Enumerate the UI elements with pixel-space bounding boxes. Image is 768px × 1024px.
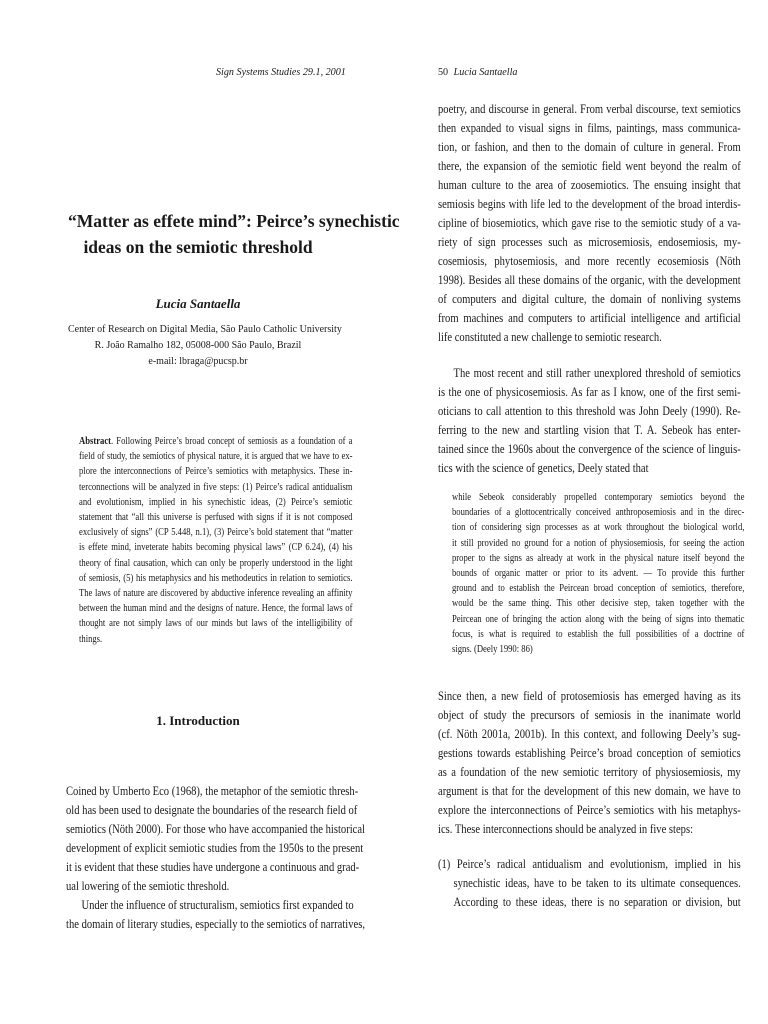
abstract-line: plore the interconnections of Peirce’s semiotics with metaphysics. These in- — [79, 466, 353, 478]
abstract-line: The laws of nature are discovered by abductive inference revealing an affinity — [79, 588, 353, 600]
quote-line: ground and to establish the Peircean broad conception of semiotics, therefore, — [452, 583, 745, 595]
list-line: synechistic ideas, have to be taken to its ultimate consequences. — [453, 876, 741, 890]
body-line: ual lowering of the semiotic threshold. — [66, 879, 230, 893]
body-line: explore the interconnections of Peirce’s semiotics with his metaphys- — [438, 803, 741, 817]
body-line: poetry, and discourse in general. From verbal discourse, text semiotics — [438, 102, 741, 116]
paragraph-protosemiosis — [438, 687, 742, 839]
quote-line: bounds of organic matter or prior to its advent. — To provide this further — [452, 568, 745, 580]
body-line: there, the expansion of the semiotic field went beyond the realm of — [438, 159, 741, 173]
body-line: The most recent and still rather unexplored threshold of semiotics — [453, 366, 741, 380]
introduction-body — [66, 782, 372, 934]
body-line: semiosis begins with life led to the development of the broad interdis- — [438, 197, 741, 211]
running-head-author — [438, 66, 517, 78]
body-line: riety of sign processes such as microsemiosis, endosemiosis, my- — [438, 235, 741, 249]
body-line: argument is that for the development of this new domain, we have to — [438, 784, 741, 798]
abstract-line: things. — [79, 633, 103, 645]
body-line: semiotics (Nöth 2000). For those who have accompanied the historical — [66, 822, 365, 836]
abstract-line: of semiosis, (5) his metaphysics and his methodeutics in relation to semiotics. — [79, 572, 353, 584]
running-head-journal: Sign Systems Studies 29.1, 2001 — [216, 66, 346, 78]
body-line: gestions towards establishing Peirce’s broad conception of semiotics — [438, 746, 741, 760]
quote-line: it still provided no ground for a notion of physiosemiosis, for seeing the action — [452, 537, 745, 549]
body-line: tion, or fashion, and then to the domain of culture in general. From — [438, 140, 741, 154]
abstract — [79, 434, 353, 647]
abstract-line: field of study, the semiotics of physical nature, it is argued that we have to ex- — [79, 451, 353, 463]
body-line: old has been used to designate the boundaries of the research field of — [66, 803, 358, 817]
body-line: human culture to the area of zoosemiotics. The ensuing insight that — [438, 178, 741, 192]
body-line: tics with the science of genetics, Deely stated that — [438, 461, 649, 475]
numbered-list-item-1 — [438, 855, 742, 912]
body-line: (cf. Nöth 2001a, 2001b). In this context, and following Deely’s sug- — [438, 727, 741, 741]
abstract-label: Abstract — [79, 436, 112, 447]
section-heading-introduction: 1. Introduction — [156, 713, 240, 728]
body-line: ics. These interconnections should be analyzed in five steps: — [438, 822, 694, 836]
author-name: Lucia Santaella — [155, 296, 241, 311]
abstract-line: between the human mind and the designs of nature. Hence, the formal laws of — [79, 603, 353, 615]
quote-line: focus, is what is required to establish the full possibilities of a doctrine of — [452, 628, 745, 640]
affiliation-line: Center of Research on Digital Media, São Paulo Catholic University — [68, 324, 342, 335]
body-line: Since then, a new field of protosemiosis has emerged having as its — [438, 689, 741, 703]
paragraph-physicosemiosis — [438, 364, 742, 478]
body-line: the domain of literary studies, especially to the semiotics of narratives, — [66, 917, 365, 931]
body-line: Coined by Umberto Eco (1968), the metaphor of the semiotic thresh- — [66, 784, 359, 798]
abstract-line: and evolutionism, implied in his synechistic ideas, (2) Peirce’s semiotic — [79, 496, 353, 508]
block-quote — [452, 490, 745, 657]
title-line: “Matter as effete mind”: Peirce’s synechistic — [68, 211, 400, 231]
body-line: cipline of biosemiotics, which gave rise to the semiotic study of a va- — [438, 216, 741, 230]
quote-line: tion of considering sign processes as at work throughout the biological world, — [452, 522, 745, 534]
abstract-line: statement that “all this universe is perfused with signs if it is not composed — [79, 512, 353, 524]
body-line: it is evident that these studies have undergone a continuous and grad- — [66, 860, 360, 874]
quote-citation: signs. (Deely 1990: 86) — [452, 644, 533, 656]
quote-line: while Sebeok considerably propelled contemporary semiotics beyond the — [452, 492, 745, 503]
abstract-line: terconnections will be analyzed in five steps: (1) Peirce’s radical antidualism — [79, 481, 353, 493]
body-line: as a foundation of the new semiotic territory of physiosemiosis, my — [438, 765, 741, 779]
title-line: ideas on the semiotic threshold — [83, 237, 313, 257]
quote-line: Peircean one of bringing the action along with the being of signs into thematic — [452, 613, 745, 625]
body-line: cosemiosis, phytosemiosis, and more recently ecosemiosis (Nöth — [438, 254, 741, 268]
body-line: life constituted a new challenge to semiotic research. — [438, 330, 662, 344]
body-line: oticians to call attention to this threshold was John Deely (1990). Re- — [438, 404, 741, 418]
list-line: (1) Peirce’s radical antidualism and evolutionism, implied in his — [438, 857, 741, 871]
body-line: tained since the 1960s about the convergence of the science of linguis- — [438, 442, 741, 456]
quote-line: boundaries of a glottocentrically conceived anthroposemiosis and in the direc- — [452, 507, 745, 519]
abstract-line: exclusively of signs” (CP 5.448, n.1), (3) Peirce’s bold statement that “matter — [79, 527, 353, 539]
page-number: 50 — [438, 66, 449, 78]
author-affiliation — [68, 322, 342, 370]
abstract-line: thought are not simply laws of our minds but laws of the intelligibility of — [79, 618, 353, 630]
quote-line: proper to the signs as already at work in the physical nature itself beyond the — [452, 552, 745, 564]
body-line: then expanded to visual signs in films, paintings, mass communica- — [438, 121, 741, 135]
body-line: object of study the precursors of semiosis in the inanimate world — [438, 708, 741, 722]
body-line: development of explicit semiotic studies from the 1950s to the present — [66, 841, 364, 855]
affiliation-line: R. João Ramalho 182, 05008-000 São Paulo, Brazil — [94, 340, 302, 351]
body-line: Under the influence of structuralism, semiotics first expanded to — [81, 898, 354, 912]
list-line: According to these ideas, there is no separation or division, but — [453, 895, 741, 909]
abstract-line: theory of final causation, which can only be properly understood in the light — [79, 557, 353, 569]
body-line: ferring to the new and startling vision that T. A. Sebeok has enter- — [438, 423, 741, 437]
body-line: 1998). Besides all these domains of the organic, with the development — [438, 273, 741, 287]
abstract-line: is effete mind, inveterate habits becoming physical laws” (CP 6.24), (4) his — [79, 542, 353, 554]
quote-line: would be the same thing. This other decisive step, taken together with the — [452, 598, 745, 610]
body-line: from machines and computers to artificial intelligence and artificial — [438, 311, 741, 325]
body-line: is the one of physicosemiosis. As far as I know, one of the first semi- — [438, 385, 741, 399]
email-line: e-mail: lbraga@pucsp.br — [148, 356, 248, 367]
running-head-author-name: Lucia Santaella — [453, 66, 518, 78]
right-page — [384, 0, 768, 1024]
article-title — [68, 208, 400, 260]
body-line: of computers and digital culture, the domain of nonliving systems — [438, 292, 741, 306]
abstract-line: Abstract. Following Peirce’s broad concept of semiosis as a foundation of a — [79, 436, 353, 447]
paragraph-continued — [438, 100, 742, 347]
